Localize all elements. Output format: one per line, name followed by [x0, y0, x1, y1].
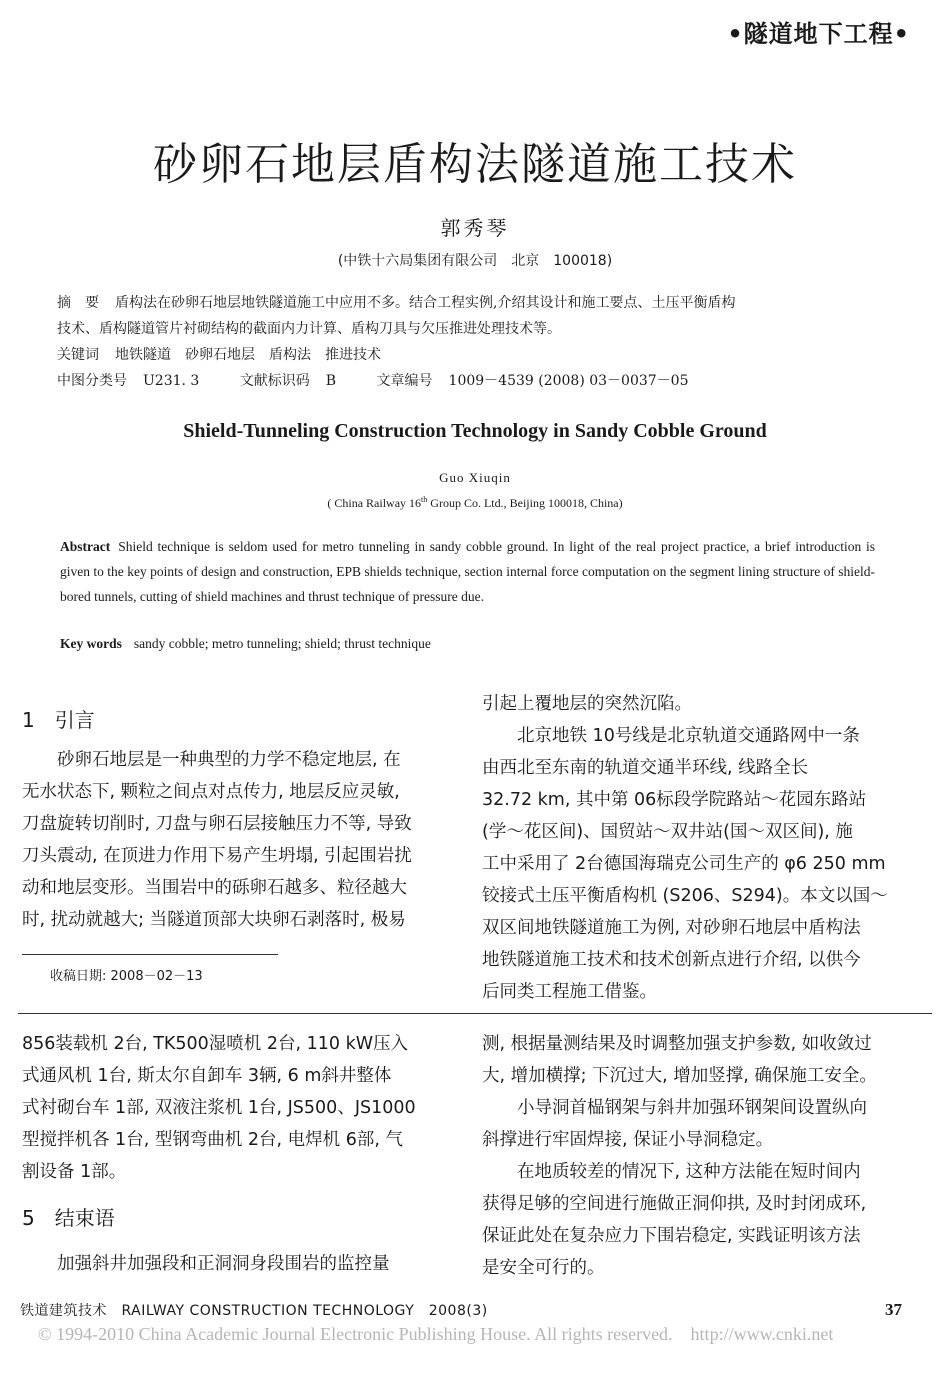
english-author: Guo Xiuqin — [439, 470, 511, 485]
abstract-label: 摘 要 — [57, 295, 99, 311]
paragraph-line: 刀头震动, 在顶进力作用下易产生坍塌, 引起围岩扰 — [22, 846, 412, 866]
article-number-value: 1009－4539 (2008) 03－0037－05 — [448, 373, 689, 389]
top-left-column — [22, 744, 452, 936]
author-affiliation: (中铁十六局集团有限公司 北京 100018) — [337, 253, 613, 269]
paragraph-line: 加强斜井加强段和正洞洞身段围岩的监控量 — [57, 1254, 390, 1274]
paragraph-line: 铰接式土压平衡盾构机 (S206、S294)。本文以国～ — [482, 886, 888, 906]
section-5-heading: 5 结束语 — [22, 1206, 115, 1230]
english-affiliation-sup: th — [421, 495, 428, 504]
abstract-line-1: 盾构法在砂卵石地层地铁隧道施工中应用不多。结合工程实例,介绍其设计和施工要点、土压平衡盾构 — [115, 295, 736, 311]
paragraph-line: 小导洞首榀钢架与斜井加强环钢架间设置纵向 — [517, 1098, 867, 1118]
english-keywords — [60, 636, 431, 652]
paragraph-line: 大, 增加横撑; 下沉过大, 增加竖撑, 确保施工安全。 — [482, 1066, 877, 1086]
class-value: U231. 3 — [143, 373, 200, 389]
paragraph-line: 动和地层变形。当围岩中的砾卵石越多、粒径越大 — [22, 878, 407, 898]
english-abstract — [60, 534, 875, 609]
paragraph-line: 北京地铁 10号线是北京轨道交通路网中一条 — [517, 726, 860, 746]
english-keywords-label: Key words — [60, 636, 122, 651]
paragraph-line: 工中采用了 2台德国海瑞克公司生产的 φ6 250 mm — [482, 854, 886, 874]
paragraph-line: 由西北至东南的轨道交通半环线, 线路全长 — [482, 758, 809, 778]
paragraph-line: 引起上覆地层的突然沉陷。 — [482, 694, 692, 714]
paragraph-line: 型搅拌机各 1台, 型钢弯曲机 2台, 电焊机 6部, 气 — [22, 1130, 403, 1150]
chinese-abstract — [57, 290, 887, 394]
english-affiliation-prefix: ( China Railway 16 — [327, 496, 422, 510]
english-abstract-label: Abstract — [60, 539, 111, 554]
paragraph-line: 后同类工程施工借鉴。 — [482, 982, 657, 1002]
section-tag: •隧道地下工程• — [727, 20, 910, 48]
paragraph-line: 测, 根据量测结果及时调整加强支护参数, 如收敛过 — [482, 1034, 872, 1054]
top-right-column — [482, 688, 912, 1008]
paragraph-line: 式衬砌台车 1部, 双液注浆机 1台, JS500、JS1000 — [22, 1098, 416, 1118]
journal-footer: 铁道建筑技术 RAILWAY CONSTRUCTION TECHNOLOGY 2008(3) — [20, 1303, 488, 1319]
english-abstract-text: Shield technique is seldom used for metro tunneling in sandy cobble ground. In light of the real project practice, a brief introduction is given to the key points of design and construction, EPB shields technique, section internal force computation on the segment lining structure of shield-bored tunnels, cutting of shield machines and thrust technique of pressure due. — [60, 539, 875, 604]
footnote-divider — [22, 954, 278, 955]
english-affiliation-suffix: Group Co. Ltd., Beijing 100018, China) — [427, 496, 623, 510]
paragraph-line: 无水状态下, 颗粒之间点对点传力, 地层反应灵敏, — [22, 782, 400, 802]
keywords-value: 地铁隧道 砂卵石地层 盾构法 推进技术 — [115, 347, 381, 363]
paragraph-line: 双区间地铁隧道施工为例, 对砂卵石地层中盾构法 — [482, 918, 861, 938]
paragraph-line: 刀盘旋转切削时, 刀盘与卵石层接触压力不等, 导致 — [22, 814, 412, 834]
paragraph-line: 在地质较差的情况下, 这种方法能在短时间内 — [517, 1162, 861, 1182]
doc-code-label: 文献标识码 — [239, 373, 310, 389]
section-1-heading: 1 引言 — [22, 708, 95, 732]
paragraph-line: 式通风机 1台, 斯太尔自卸车 3辆, 6 m斜井整体 — [22, 1066, 392, 1086]
paragraph-line: 时, 扰动就越大; 当隧道顶部大块卵石剥落时, 极易 — [22, 910, 406, 930]
paragraph-line: 地铁隧道施工技术和技术创新点进行介绍, 以供今 — [482, 950, 861, 970]
paragraph-line: 砂卵石地层是一种典型的力学不稳定地层, 在 — [57, 750, 401, 770]
paragraph-line: 斜撑进行牢固焊接, 保证小导洞稳定。 — [482, 1130, 774, 1150]
paragraph-line: 32.72 km, 其中第 06标段学院路站～花园东路站 — [482, 790, 867, 810]
bottom-left-column — [22, 1028, 452, 1188]
article-number-label: 文章编号 — [376, 373, 433, 389]
keywords-label: 关键词 — [57, 347, 99, 363]
conclusion-paragraph — [22, 1248, 452, 1280]
class-label: 中图分类号 — [57, 373, 127, 389]
english-affiliation — [0, 495, 950, 511]
paragraph-line: (学～花区间)、国贸站～双井站(国～双区间), 施 — [482, 822, 853, 842]
received-date-footnote: 收稿日期: 2008－02－13 — [50, 969, 203, 984]
page-fragment-divider — [18, 1013, 932, 1014]
paragraph-line: 获得足够的空间进行施做正洞仰拱, 及时封闭成环, — [482, 1194, 867, 1214]
abstract-line-2: 技术、盾构隧道管片衬砌结构的截面内力计算、盾构刀具与欠压推进处理技术等。 — [57, 321, 561, 337]
english-keywords-value: sandy cobble; metro tunneling; shield; thrust technique — [133, 636, 431, 651]
paragraph-line: 是安全可行的。 — [482, 1258, 605, 1278]
paragraph-line: 856装载机 2台, TK500湿喷机 2台, 110 kW压入 — [22, 1034, 409, 1054]
paragraph-line: 割设备 1部。 — [22, 1162, 127, 1182]
page-number: 37 — [885, 1300, 902, 1319]
article-title: 砂卵石地层盾构法隧道施工技术 — [153, 139, 797, 190]
english-title: Shield-Tunneling Construction Technology in Sandy Cobble Ground — [183, 420, 767, 442]
article-author: 郭秀琴 — [440, 216, 510, 240]
doc-code-value: B — [325, 373, 337, 389]
copyright-watermark: © 1994-2010 China Academic Journal Electronic Publishing House. All rights reserved. http://www.cnki.net — [38, 1324, 834, 1344]
bottom-right-column — [482, 1028, 912, 1284]
paragraph-line: 保证此处在复杂应力下围岩稳定, 实践证明该方法 — [482, 1226, 861, 1246]
